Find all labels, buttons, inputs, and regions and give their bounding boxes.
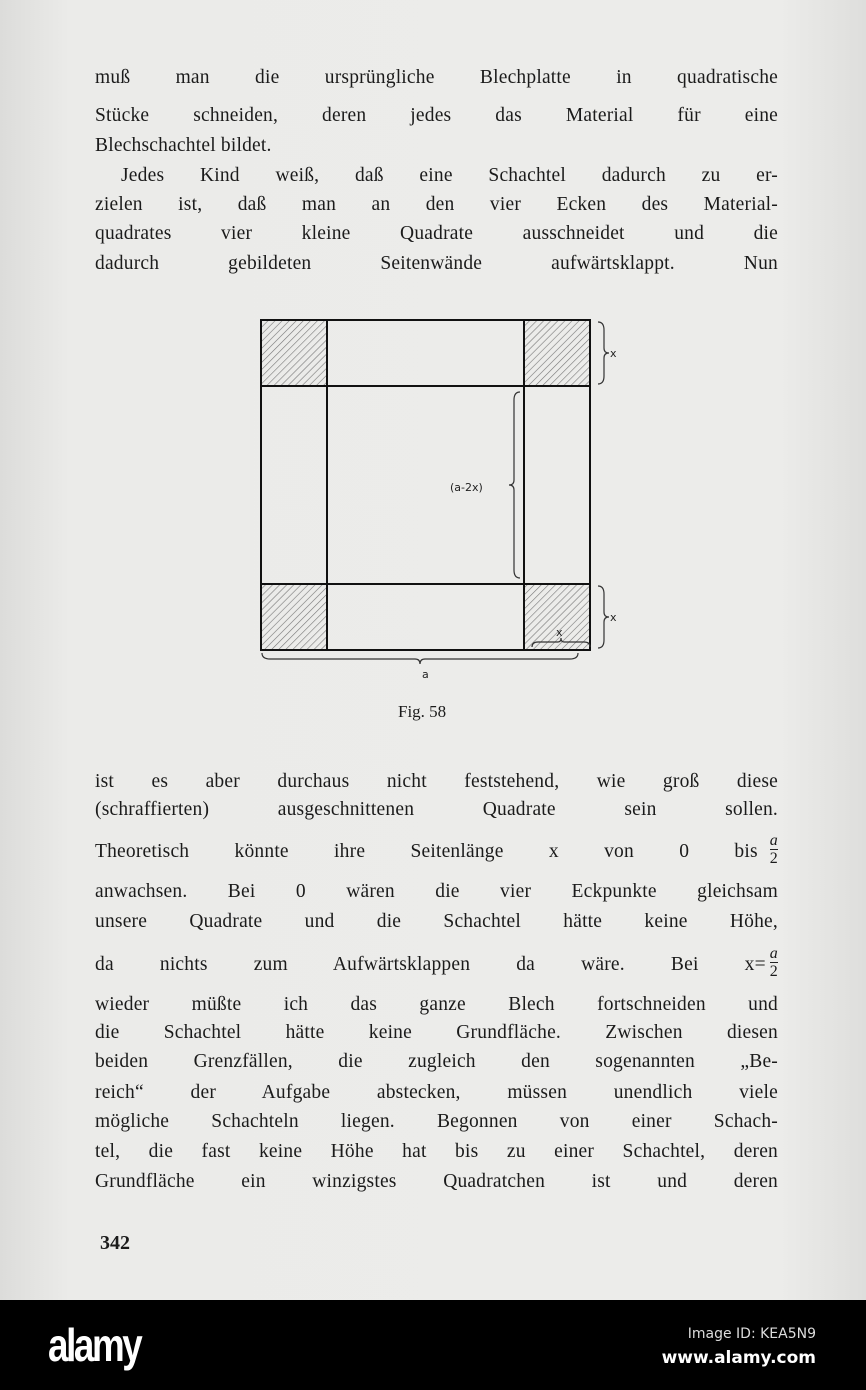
- watermark-banner: [0, 1300, 866, 1390]
- label-a: a: [422, 668, 429, 680]
- text-segment: Theoretisch könnte ihre Seitenlänge x von 0 bis: [95, 841, 758, 862]
- text-line: beiden Grenzfällen, die zugleich den sogenannten „Be-: [95, 1051, 778, 1072]
- text-line: quadrates vier kleine Quadrate ausschneidet und die: [95, 223, 778, 244]
- alamy-logo: alamy: [48, 1319, 141, 1371]
- text-line: (schraffierten) ausgeschnittenen Quadrate sein sollen.: [95, 799, 778, 820]
- fraction-denominator: 2: [769, 850, 778, 867]
- text-line: [95, 945, 778, 980]
- text-line: tel, die fast keine Höhe hat bis zu einer Schachtel, deren: [95, 1141, 778, 1162]
- fraction-numerator: a: [769, 945, 778, 962]
- fraction-a-over-2: [770, 832, 778, 867]
- fraction-numerator: a: [769, 832, 778, 849]
- text-line: dadurch gebildeten Seitenwände aufwärtsklappt. Nun: [95, 253, 778, 274]
- text-line: mögliche Schachteln liegen. Begonnen von einer Schach-: [95, 1111, 778, 1132]
- text-line: ist es aber durchaus nicht feststehend, wie groß diese: [95, 771, 778, 792]
- box-net-diagram: [250, 310, 630, 680]
- label-x-top: x: [610, 347, 617, 360]
- text-line: Jedes Kind weiß, daß eine Schachtel dadurch zu er-: [121, 165, 778, 186]
- text-line: Grundfläche ein winzigstes Quadratchen ist und deren: [95, 1171, 778, 1192]
- fraction-denominator: 2: [769, 963, 778, 980]
- text-line: [95, 832, 778, 867]
- hatched-corners: [261, 320, 590, 650]
- label-x-bottom: x: [610, 611, 617, 624]
- text-line: Blechschachtel bildet.: [95, 135, 272, 156]
- text-line: zielen ist, daß man an den vier Ecken des Material-: [95, 194, 778, 215]
- label-a-minus-2x: (a-2x): [450, 481, 483, 494]
- page-number: 342: [100, 1232, 130, 1254]
- figure-caption: Fig. 58: [398, 702, 447, 721]
- image-id: Image ID: KEA5N9: [687, 1326, 816, 1342]
- text-line: muß man die ursprüngliche Blechplatte in quadratische: [95, 67, 778, 88]
- text-segment: da nichts zum Aufwärtsklappen da wäre. Bei x=: [95, 954, 766, 975]
- watermark-url: www.alamy.com: [661, 1348, 816, 1368]
- label-x-inner: x: [556, 626, 563, 639]
- text-line: reich“ der Aufgabe abstecken, müssen unendlich viele: [95, 1082, 778, 1103]
- text-line: die Schachtel hätte keine Grundfläche. Zwischen diesen: [95, 1022, 778, 1043]
- text-line: Stücke schneiden, deren jedes das Material für eine: [95, 105, 778, 126]
- text-line: unsere Quadrate und die Schachtel hätte keine Höhe,: [95, 911, 778, 932]
- text-line: anwachsen. Bei 0 wären die vier Eckpunkte gleichsam: [95, 881, 778, 902]
- text-line: wieder müßte ich das ganze Blech fortschneiden und: [95, 994, 778, 1015]
- fraction-a-over-2: [770, 945, 778, 980]
